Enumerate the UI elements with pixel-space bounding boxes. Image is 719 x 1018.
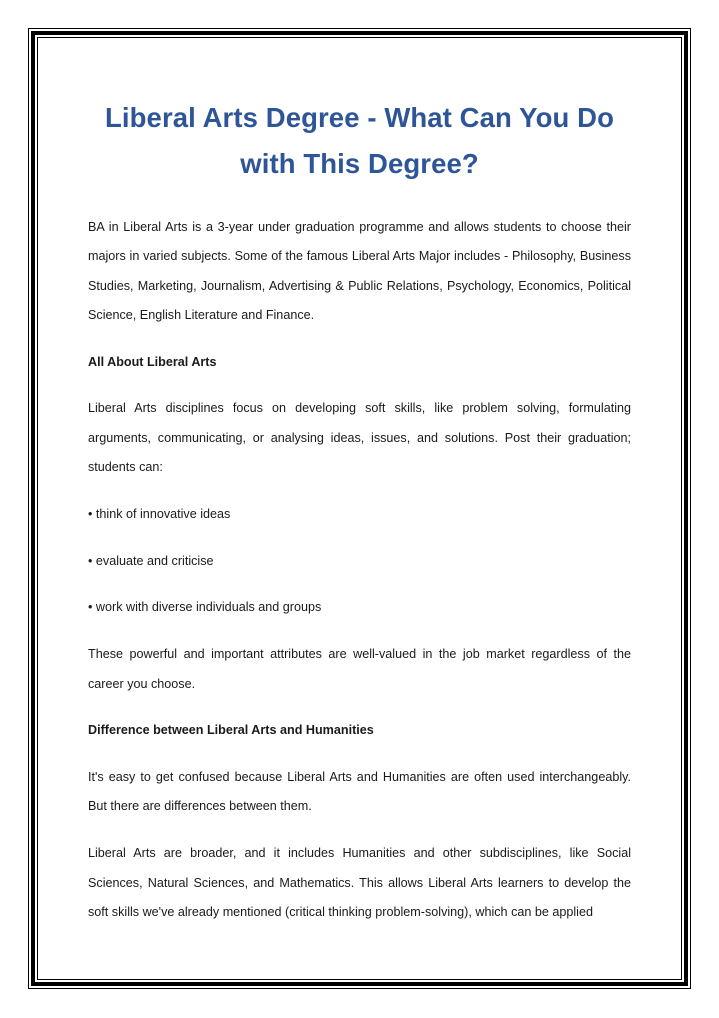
- section1-paragraph: Liberal Arts disciplines focus on developing soft skills, like problem solving, formulating arguments, communicating, or analysing ideas, issues, and solutions. Post their graduation; students can:: [88, 401, 631, 475]
- bullet-item: • work with diverse individuals and groups: [88, 600, 322, 615]
- section2-paragraph-2: Liberal Arts are broader, and it includes Humanities and other subdisciplines, like Social Sciences, Natural Sciences, and Mathematics. This allows Liberal Arts learners to develop the soft skills we've already mentioned (critical thinking problem-solving), which can be applied: [88, 846, 631, 919]
- intro-paragraph: BA in Liberal Arts is a 3-year under graduation programme and allows students to choose their majors in varied subjects. Some of the famous Liberal Arts Major includes - Philosophy, Business Studies, Marketing, Journalism, Advertising & Public Relations, Psychology, Economics, Political Science, English Literature and Finance.: [88, 220, 631, 322]
- document-title: Liberal Arts Degree - What Can You Do with This Degree?: [105, 102, 614, 179]
- section2-paragraph-1: It's easy to get confused because Liberal Arts and Humanities are often used interchangeably. But there are differences between them.: [88, 770, 631, 814]
- document-body: [88, 95, 631, 927]
- section1-closing-paragraph: These powerful and important attributes are well-valued in the job market regardless of the career you choose.: [88, 647, 631, 691]
- bullet-item: • think of innovative ideas: [88, 506, 231, 521]
- section-heading-difference: Difference between Liberal Arts and Humanities: [88, 723, 374, 738]
- bullet-item: • evaluate and criticise: [88, 553, 214, 568]
- section-heading-all-about: All About Liberal Arts: [88, 354, 217, 369]
